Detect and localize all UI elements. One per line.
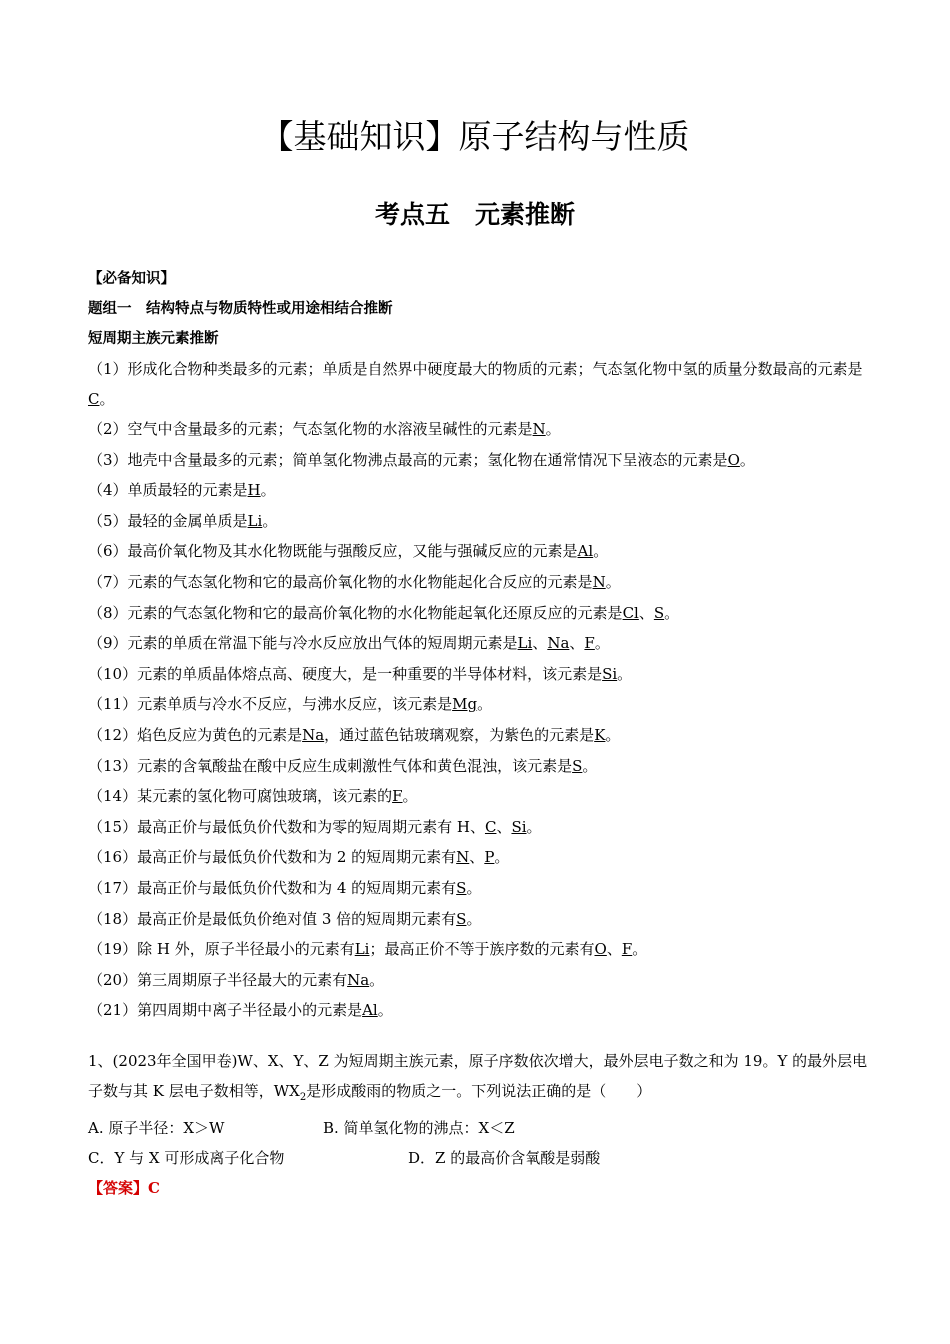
list-item bbox=[88, 354, 868, 414]
answer-line bbox=[88, 1173, 868, 1203]
item-answer: O bbox=[727, 450, 740, 469]
item-answer: S bbox=[456, 878, 467, 897]
list-item bbox=[88, 781, 868, 812]
item-text: （10）元素的单质晶体熔点高、硬度大，是一种重要的半导体材料，该元素是 bbox=[88, 664, 603, 683]
list-item bbox=[88, 506, 868, 537]
item-answer: Mg bbox=[452, 695, 478, 714]
question-subscript: 2 bbox=[299, 1091, 307, 1103]
item-text: 。 bbox=[605, 572, 621, 591]
item-answer: Li bbox=[247, 511, 263, 530]
item-text: 。 bbox=[466, 878, 482, 897]
item-text: （13）元素的含氧酸盐在酸中反应生成刺激性气体和黄色混浊，该元素是 bbox=[88, 756, 573, 775]
item-answer: Al bbox=[362, 1001, 378, 1020]
section-label: 【必备知识】 bbox=[88, 271, 175, 287]
item-text: 。 bbox=[593, 542, 609, 561]
item-text: 。 bbox=[377, 1001, 393, 1020]
document-title: 【基础知识】原子结构与性质 bbox=[260, 117, 690, 156]
list-item bbox=[88, 995, 868, 1026]
item-text: （4）单质最轻的元素是 bbox=[88, 481, 248, 500]
item-text: （9）元素的单质在常温下能与冷水反应放出气体的短周期元素是 bbox=[88, 634, 518, 653]
item-text: （19）除 H 外，原子半径最小的元素有 bbox=[88, 940, 355, 959]
item-answer: Cl bbox=[622, 603, 639, 622]
item-text: （3）地壳中含量最多的元素；简单氢化物沸点最高的元素；氢化物在通常情况下呈液态的元素是 bbox=[88, 450, 728, 469]
item-text: 。 bbox=[260, 481, 276, 500]
item-text: （18）最高正价是最低负价绝对值 3 倍的短周期元素有 bbox=[88, 909, 457, 928]
item-text: （15）最高正价与最低负价代数和为零的短周期元素有 H、 bbox=[88, 817, 485, 836]
item-separator: 、 bbox=[569, 634, 585, 653]
answer-label: 【答案】 bbox=[88, 1178, 149, 1197]
question-block bbox=[88, 1046, 868, 1203]
item-answer: Li bbox=[517, 634, 533, 653]
item-answer: Si bbox=[602, 664, 618, 683]
item-separator: 、 bbox=[469, 848, 485, 867]
item-answer: Al bbox=[577, 542, 594, 561]
list-item bbox=[88, 567, 868, 598]
item-text: 。 bbox=[466, 909, 482, 928]
item-separator: 、 bbox=[496, 817, 512, 836]
list-item bbox=[88, 414, 868, 445]
item-answer: F bbox=[621, 940, 633, 959]
item-text: 。 bbox=[664, 603, 680, 622]
item-text: （5）最轻的金属单质是 bbox=[88, 511, 248, 530]
item-answer: Si bbox=[511, 817, 527, 836]
item-text: 。 bbox=[739, 450, 755, 469]
item-text: 。 bbox=[594, 634, 610, 653]
item-text: （16）最高正价与最低负价代数和为 2 的短周期元素有 bbox=[88, 848, 457, 867]
item-answer: Na bbox=[302, 725, 325, 744]
options-row-2 bbox=[88, 1143, 868, 1173]
item-separator: 、 bbox=[606, 940, 622, 959]
item-answer: S bbox=[653, 603, 665, 622]
item-text: ；最高正价不等于族序数的元素有 bbox=[369, 940, 595, 959]
item-answer: F bbox=[584, 634, 595, 653]
item-text: ，通过蓝色钴玻璃观察，为紫色的元素是 bbox=[324, 725, 595, 744]
item-text: （11）元素单质与冷水不反应，与沸水反应，该元素是 bbox=[88, 695, 453, 714]
list-item bbox=[88, 598, 868, 629]
list-item bbox=[88, 965, 868, 996]
knowledge-list bbox=[88, 354, 868, 1026]
question-text-2: 是形成酸雨的物质之一。下列说法正确的是（ ） bbox=[306, 1081, 652, 1100]
list-item bbox=[88, 536, 868, 567]
item-text: 。 bbox=[369, 970, 385, 989]
item-text: 。 bbox=[402, 787, 418, 806]
list-item bbox=[88, 812, 868, 843]
option-c: C．Y 与 X 可形成离子化合物 bbox=[88, 1148, 285, 1167]
item-text: 。 bbox=[494, 848, 510, 867]
item-text: （14）某元素的氢化物可腐蚀玻璃，该元素的 bbox=[88, 787, 393, 806]
item-answer: Li bbox=[354, 940, 370, 959]
item-answer: P bbox=[484, 848, 495, 867]
item-separator: 、 bbox=[638, 603, 654, 622]
item-answer: C bbox=[484, 817, 497, 836]
list-item bbox=[88, 445, 868, 476]
item-text: （21）第四周期中离子半径最小的元素是 bbox=[88, 1001, 363, 1020]
item-text: （8）元素的气态氢化物和它的最高价氧化物的水化物能起氧化还原反应的元素是 bbox=[88, 603, 623, 622]
item-text: 。 bbox=[526, 817, 542, 836]
item-text: （1）形成化合物种类最多的元素；单质是自然界中硬度最大的物质的元素；气态氢化物中氢的质量分数最高的元素是 bbox=[88, 360, 863, 378]
item-answer: N bbox=[592, 572, 606, 591]
item-answer: N bbox=[456, 848, 470, 867]
item-answer: Na bbox=[547, 634, 570, 653]
item-separator: 、 bbox=[532, 634, 548, 653]
list-item bbox=[88, 659, 868, 690]
answer-value: C bbox=[148, 1178, 160, 1197]
item-answer: K bbox=[594, 725, 606, 744]
item-text: 。 bbox=[262, 511, 278, 530]
item-answer: S bbox=[456, 909, 467, 928]
list-item bbox=[88, 751, 868, 782]
option-a: A. 原子半径：X＞W bbox=[88, 1118, 225, 1137]
item-text: 。 bbox=[545, 420, 561, 438]
item-text: 。 bbox=[99, 390, 115, 408]
list-item bbox=[88, 689, 868, 720]
question-stem bbox=[88, 1046, 868, 1113]
list-item bbox=[88, 934, 868, 965]
item-text: （17）最高正价与最低负价代数和为 4 的短周期元素有 bbox=[88, 878, 457, 897]
item-answer: O bbox=[594, 940, 607, 959]
option-d: D．Z 的最高价含氧酸是弱酸 bbox=[408, 1148, 601, 1167]
question-text-1: 1、(2023年全国甲卷)W、X、Y、Z 为短周期主族元素，原子序数依次增大，最外层电子数之和为 19。Y 的最外层电子数与其 K 层电子数相等，WX bbox=[88, 1051, 868, 1100]
options-row-1 bbox=[88, 1113, 868, 1143]
sub-title: 短周期主族元素推断 bbox=[88, 331, 219, 347]
item-answer: C bbox=[88, 390, 100, 408]
item-answer: N bbox=[532, 420, 546, 438]
section-subtitle: 考点五 元素推断 bbox=[374, 200, 575, 229]
content-body bbox=[88, 264, 868, 1203]
item-text: （6）最高价氧化物及其水化物既能与强酸反应，又能与强碱反应的元素是 bbox=[88, 542, 578, 561]
item-text: （7）元素的气态氢化物和它的最高价氧化物的水化物能起化合反应的元素是 bbox=[88, 572, 593, 591]
list-item bbox=[88, 720, 868, 751]
list-item bbox=[88, 628, 868, 659]
item-text: （12）焰色反应为黄色的元素是 bbox=[88, 725, 303, 744]
item-answer: F bbox=[392, 787, 403, 806]
group-title: 题组一 结构特点与物质特性或用途相结合推断 bbox=[88, 301, 393, 317]
list-item bbox=[88, 904, 868, 935]
list-item bbox=[88, 475, 868, 506]
item-text: 。 bbox=[632, 940, 648, 959]
item-text: 。 bbox=[477, 695, 493, 714]
item-text: （20）第三周期原子半径最大的元素有 bbox=[88, 970, 348, 989]
item-answer: Na bbox=[347, 970, 370, 989]
item-answer: H bbox=[247, 481, 261, 500]
item-answer: S bbox=[572, 756, 583, 775]
list-item bbox=[88, 842, 868, 873]
list-item bbox=[88, 873, 868, 904]
option-b: B. 简单氢化物的沸点：X＜Z bbox=[323, 1118, 515, 1137]
item-text: 。 bbox=[605, 725, 621, 744]
item-text: 。 bbox=[617, 664, 633, 683]
item-text: 。 bbox=[582, 756, 598, 775]
item-text: （2）空气中含量最多的元素；气态氢化物的水溶液呈碱性的元素是 bbox=[88, 420, 533, 438]
